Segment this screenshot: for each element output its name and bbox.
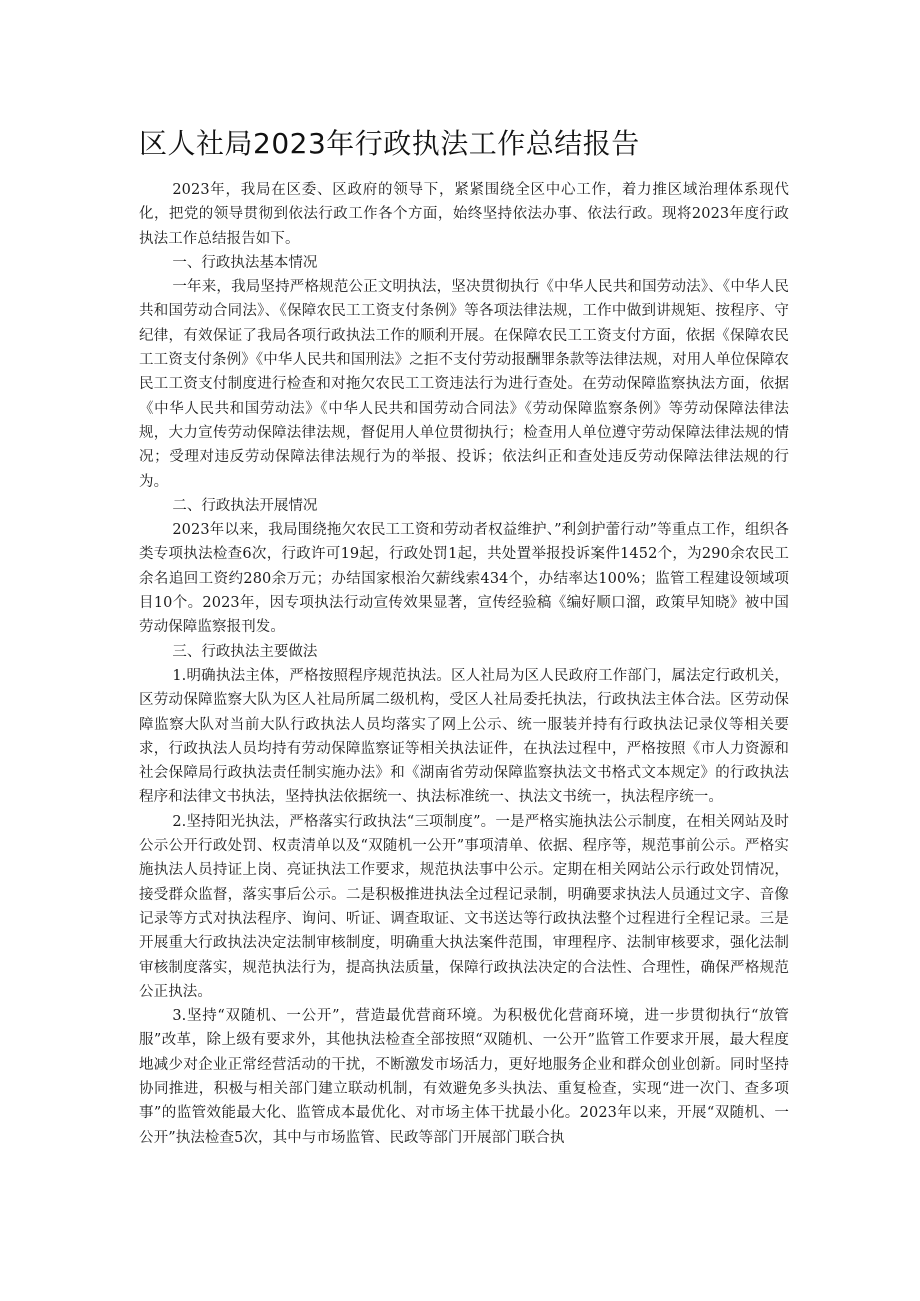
practice-item-1: 1.明确执法主体，严格按照程序规范执法。区人社局为区人民政府工作部门，属法定行政机关，区劳动保障监察大队为区人社局所属二级机构，受区人社局委托执法，行政执法主体合法。区劳动保障监察大队对当前大队行政执法人员均落实了网上公示、统一服装并持有行政执法记录仪等相关要求，行政执法人员均持有劳动保障监察证等相关执法证件，在执法过程中，严格按照《市人力资源和社会保障局行政执法责任制实施办法》和《湖南省劳动保障监察执法文书格式文本规定》的行政执法程序和法律文书执法，坚持执法依据统一、执法标准统一、执法文书统一，执法程序统一。	[139, 667, 789, 806]
document-body	[139, 178, 789, 1150]
section-heading-progress: 二、行政执法开展情况	[172, 497, 318, 514]
section-heading-basic: 一、行政执法基本情况	[172, 254, 318, 271]
section-paragraph-basic: 一年来，我局坚持严格规范公正文明执法，坚决贯彻执行《中华人民共和国劳动法》、《中华人民共和国劳动合同法》、《保障农民工工资支付条例》等各项法律法规，工作中做到讲规矩、按程序、守纪律，有效保证了我局各项行政执法工作的顺利开展。在保障农民工工资支付方面，依据《保障农民工工资支付条例》《中华人民共和国刑法》之拒不支付劳动报酬罪条款等法律法规，对用人单位保障农民工工资支付制度进行检查和对拖欠农民工工资违法行为进行查处。在劳动保障监察执法方面，依据《中华人民共和国劳动法》《中华人民共和国劳动合同法》《劳动保障监察条例》等劳动保障法律法规，大力宣传劳动保障法律法规，督促用人单位贯彻执行；检查用人单位遵守劳动保障法律法规的情况；受理对违反劳动保障法律法规行为的举报、投诉；依法纠正和查处违反劳动保障法律法规的行为。	[139, 279, 789, 490]
practice-item-3: 3.坚持“双随机、一公开”，营造最优营商环境。为积极优化营商环境，进一步贯彻执行“放管服”改革，除上级有要求外，其他执法检查全部按照“双随机、一公开”监管工作要求开展，最大程度地减少对企业正常经营活动的干扰，不断激发市场活力，更好地服务企业和群众创业创新。同时坚持协同推进，积极与相关部门建立联动机制，有效避免多头执法、重复检查，实现“进一次门、查多项事”的监管效能最大化、监管成本最优化、对市场主体干扰最小化。2023年以来，开展“双随机、一公开”执法检查5次，其中与市场监管、民政等部门开展部门联合执	[139, 1008, 789, 1146]
intro-paragraph: 2023年，我局在区委、区政府的领导下，紧紧围绕全区中心工作，着力推区域治理体系现代化，把党的领导贯彻到依法行政工作各个方面，始终坚持依法办事、依法行政。现将2023年度行政执法工作总结报告如下。	[139, 182, 789, 247]
document-title: 区人社局2023年行政执法工作总结报告	[139, 127, 640, 160]
section-paragraph-progress: 2023年以来，我局围绕拖欠农民工工资和劳动者权益维护、”利剑护蕾行动”等重点工作，组织各类专项执法检查6次，行政许可19起，行政处罚1起，共处置举报投诉案件1452个，为290余农民工余名追回工资约280余万元；办结国家根治欠薪线索434个，办结率达100%；监管工程建设领域项目10个。2023年，因专项执法行动宣传效果显著，宣传经验稿《编好顺口溜，政策早知晓》被中国劳动保障监察报刊发。	[139, 522, 789, 636]
section-heading-practices: 三、行政执法主要做法	[172, 643, 318, 660]
practice-item-2: 2.坚持阳光执法，严格落实行政执法“三项制度”。一是严格实施执法公示制度，在相关网站及时公示公开行政处罚、权责清单以及“双随机一公开”事项清单、依据、程序等，规范事前公示。严格实施执法人员持证上岗、亮证执法工作要求，规范执法事中公示。定期在相关网站公示行政处罚情况，接受群众监督，落实事后公示。二是积极推进执法全过程记录制，明确要求执法人员通过文字、音像记录等方式对执法程序、询问、听证、调查取证、文书送达等行政执法整个过程进行全程记录。三是开展重大行政执法决定法制审核制度，明确重大执法案件范围，审理程序、法制审核要求，强化法制审核制度落实，规范执法行为，提高执法质量，保障行政执法决定的合法性、合理性，确保严格规范公正执法。	[139, 813, 789, 1000]
